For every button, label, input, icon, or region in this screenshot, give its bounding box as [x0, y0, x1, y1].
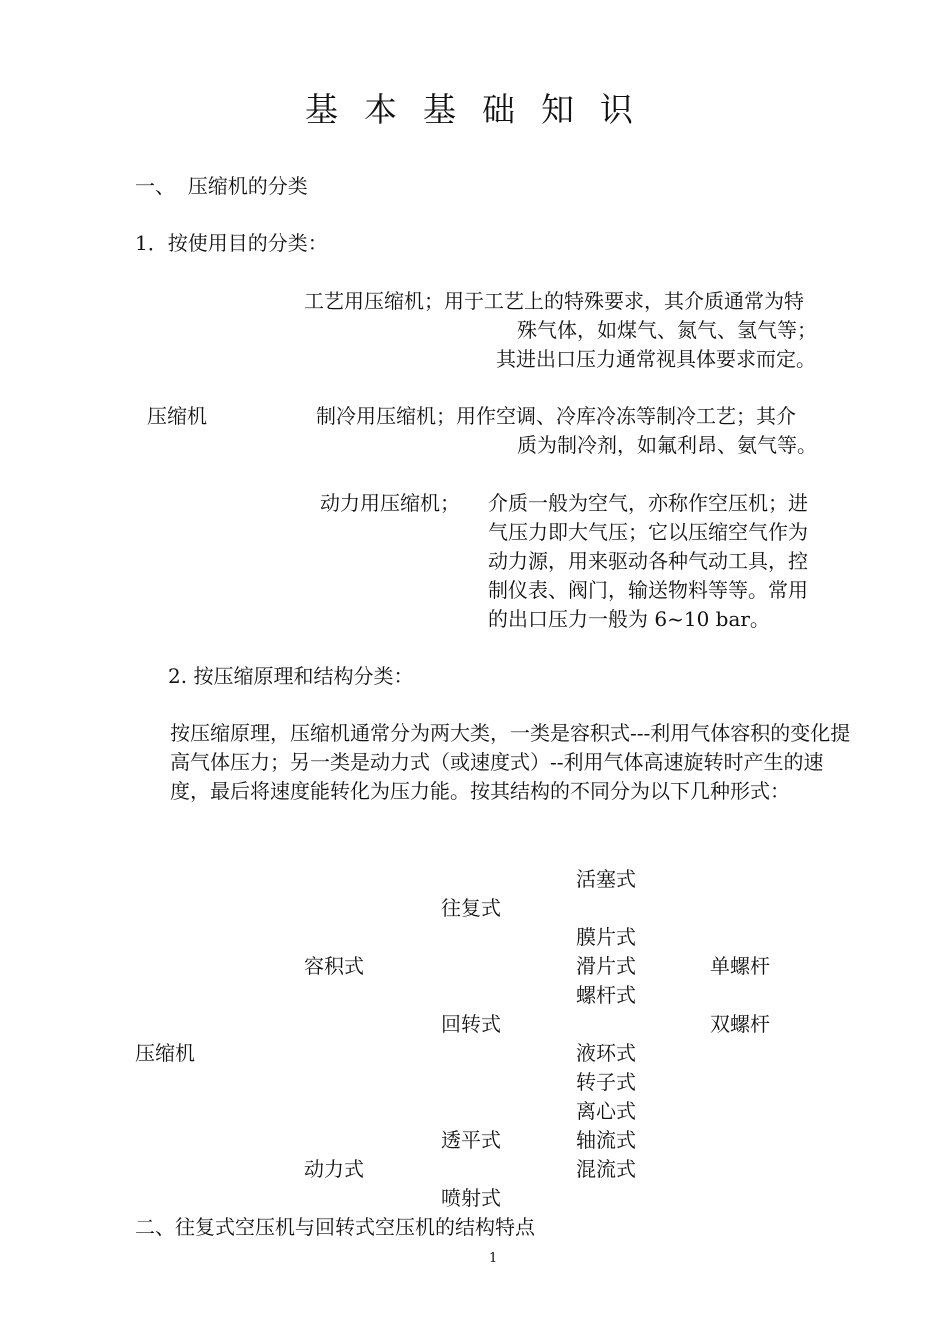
power-compressor-line2: 气压力即大气压；它以压缩空气作为: [488, 520, 808, 544]
tree-single-screw: 单螺杆: [710, 954, 770, 978]
tree-liquid-ring: 液环式: [576, 1041, 636, 1065]
tree-centrifugal: 离心式: [576, 1099, 636, 1123]
tree-screw: 螺杆式: [576, 983, 636, 1007]
compression-principle-paragraph: 按压缩原理，压缩机通常分为两大类，一类是容积式---利用气体容积的变化提高气体压力；另一类是动力式（或速度式）--利用气体高速旋转时产生的速度，最后将速度能转化为压力能。按其结构的不同分为以下几种形式：: [170, 721, 851, 803]
power-compressor-line4: 制仪表、阀门，输送物料等等。常用: [488, 578, 808, 602]
tree-rotor: 转子式: [576, 1070, 636, 1094]
section-1-heading: 一、 压缩机的分类: [135, 174, 308, 198]
tree-turbo: 透平式: [441, 1128, 501, 1152]
purpose-root-label: 压缩机: [147, 404, 207, 428]
subsection-1-heading: 1．按使用目的分类：: [135, 231, 328, 255]
tree-mixed-flow: 混流式: [576, 1157, 636, 1181]
power-compressor-line3: 动力源，用来驱动各种气动工具，控: [488, 549, 808, 573]
tree-vane: 滑片式: [576, 954, 636, 978]
process-compressor-line3: 其进出口压力通常视具体要求而定。: [496, 347, 816, 371]
tree-piston: 活塞式: [576, 867, 636, 891]
tree-reciprocating: 往复式: [441, 896, 501, 920]
refrigeration-compressor-line1: 制冷用压缩机；用作空调、冷库冷冻等制冷工艺；其介: [316, 404, 796, 428]
process-compressor-line1: 工艺用压缩机；用于工艺上的特殊要求，其介质通常为特: [304, 289, 804, 313]
tree-axial: 轴流式: [576, 1128, 636, 1152]
tree-diaphragm: 膜片式: [576, 925, 636, 949]
tree-jet: 喷射式: [441, 1186, 501, 1210]
refrigeration-compressor-line2: 质为制冷剂，如氟利昂、氨气等。: [517, 433, 817, 457]
tree-root: 压缩机: [135, 1041, 195, 1065]
page-number: 1: [489, 1251, 498, 1266]
section-2-heading: 二、往复式空压机与回转式空压机的结构特点: [135, 1215, 535, 1239]
subsection-2-heading: 2. 按压缩原理和结构分类：: [168, 664, 414, 688]
power-compressor-label: 动力用压缩机；: [320, 491, 460, 515]
process-compressor-line2: 殊气体，如煤气、氮气、氢气等；: [517, 318, 817, 342]
power-compressor-line5: 的出口压力一般为 6~10 bar。: [488, 607, 770, 631]
page-title: 基本基础知识: [305, 90, 659, 129]
tree-positive-displacement: 容积式: [304, 954, 364, 978]
power-compressor-line1: 介质一般为空气，亦称作空压机；进: [488, 491, 808, 515]
tree-dynamic: 动力式: [304, 1157, 364, 1181]
tree-twin-screw: 双螺杆: [710, 1012, 770, 1036]
tree-rotary: 回转式: [441, 1012, 501, 1036]
